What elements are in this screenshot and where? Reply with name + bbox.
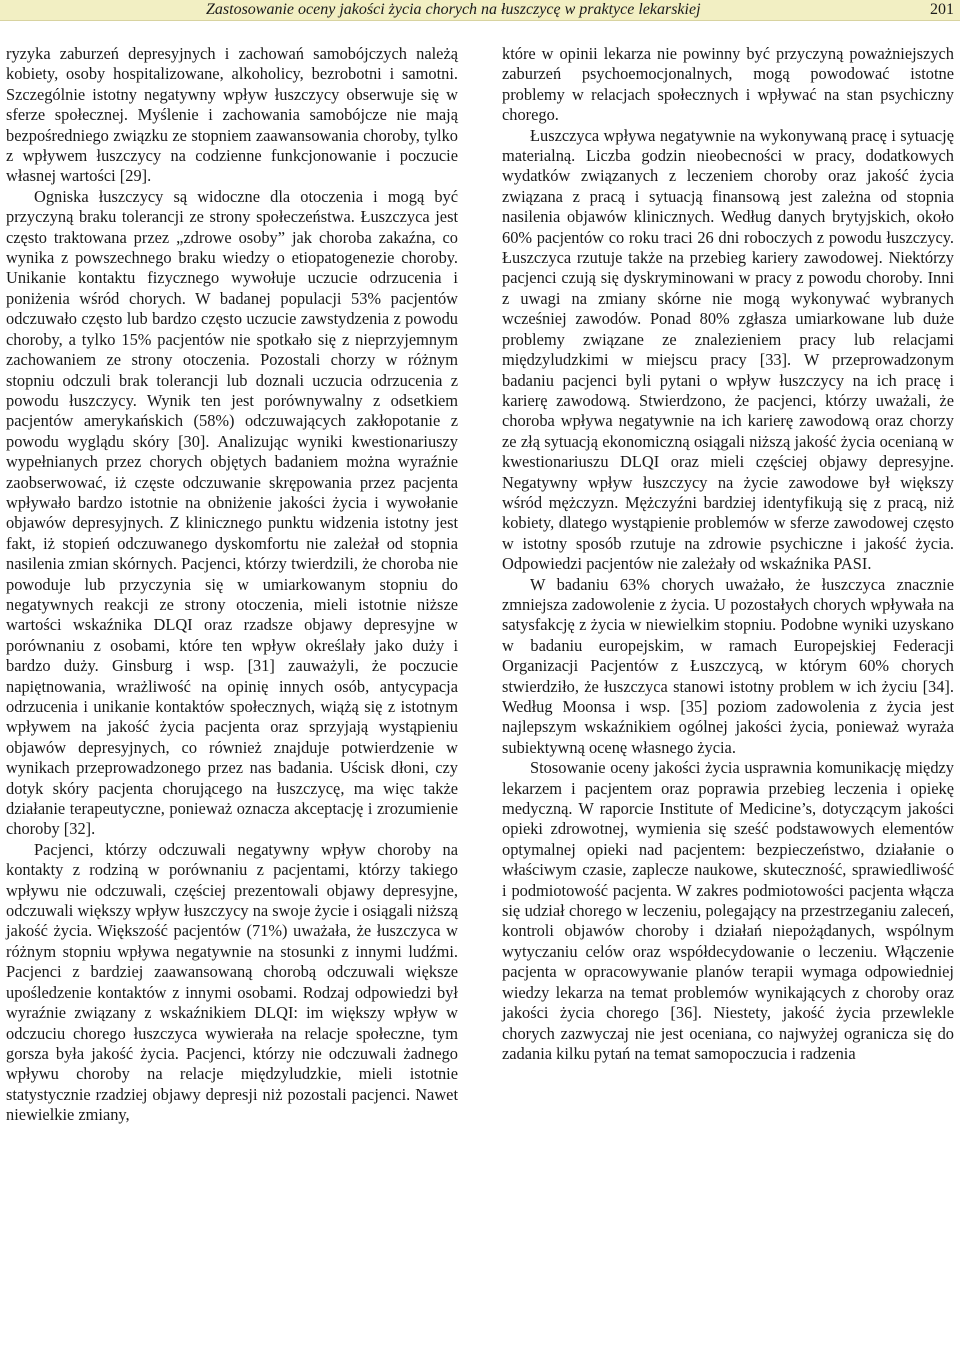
running-header (0, 0, 960, 21)
paragraph: W badaniu 63% chorych uważało, że łuszczyca znacznie zmniejsza zadowolenie z życia. U pozostałych chorych wpływała na satysfakcję z życia w niewielkim stopniu. Podobne wyniki uzyskano w badaniu europejskim, w ramach Europejskiej Federacji Organizacji Pacjentów z Łuszczycą, w którym 60% chorych stwierdziło, że łuszczyca stanowi istotny problem w ich życiu [34]. Według Moonsa i wsp. [35] poziom zadowolenia z życia jest najlepszym wskaźnikiem ogólnej jakości życia, ponieważ wyraża subiektywną ocenę własnego życia. (502, 574, 954, 757)
page-number: 201 (930, 1, 954, 18)
left-text-column (6, 44, 458, 1126)
paragraph: Stosowanie oceny jakości życia usprawnia komunikację między lekarzem i pacjentem oraz poprawia przebieg leczenia i opiekę medyczną. W raporcie Institute of Medicine’s, dotyczącym jakości opieki zdrowotnej, wymienia się sześć podstawowych elementów optymalnej opieki nad pacjentem: bezpieczeństwo, działanie o właściwym czasie, zaplecze naukowe, skuteczność, sprawiedliwość i podmiotowość pacjenta. W zakres podmiotowości pacjenta włącza się udział chorego w leczeniu, polegający na przestrzeganiu zaleceń, kontroli objawów choroby i działań niepożądanych, wspólnym wytyczaniu celów oraz współdecydowanie o leczeniu. Włączenie pacjenta w opracowywanie planów terapii wymaga odpowiedniej wiedzy lekarza na temat problemów wynikających z choroby oraz jakości życia chorego [36]. Niestety, jakość życia przewlekle chorych zazwyczaj nie jest oceniana, co najwyżej ogranicza się do zadania kilku pytań na temat samopoczucia i radzenia (502, 758, 954, 1063)
running-header-title: Zastosowanie oceny jakości życia chorych na łuszczycę w praktyce lekarskiej (206, 1, 701, 18)
paragraph: ryzyka zaburzeń depresyjnych i zachowań samobójczych należą kobiety, osoby hospitalizowane, alkoholicy, bezrobotni i samotni. Szczególnie istotny negatywny wpływ łuszczycy obserwuje się w sferze społecznej. Myślenie i zachowania samobójcze nie mają bezpośredniego związku ze stopniem zaawansowania choroby, tylko z wpływem łuszczycy na codzienne funkcjonowanie i poczucie własnej wartości [29]. (6, 44, 458, 186)
paragraph: Pacjenci, którzy odczuwali negatywny wpływ choroby na kontakty z rodziną w porównaniu z pacjentami, którzy takiego wpływu nie odczuwali, częściej prezentowali objawy depresyjne, odczuwali większy wpływ łuszczycy na swoje życie i osiągali niższą jakość życia. Większość pacjentów (71%) uważała, że łuszczyca w różnym stopniu wpływa negatywnie na stosunki z innymi ludźmi. Pacjenci z bardziej zaawansowaną chorobą odczuwali większe upośledzenie kontaktów z innymi osobami. Rodzaj odpowiedzi był wyraźnie związany z wskaźnikiem DLQI: im większy wpływ w odczuciu chorego łuszczyca wywierała na relacje społeczne, tym gorsza była jakość życia. Pacjenci, którzy nie odczuwali żadnego wpływu choroby na relacje międzyludzkie, mieli istotnie statystycznie rzadziej objawy depresji niż pozostali pacjenci. Nawet niewielkie zmiany, (6, 839, 458, 1125)
paragraph: które w opinii lekarza nie powinny być przyczyną poważniejszych zaburzeń psychoemocjonalnych, mogą powodować istotne problemy w relacjach społecznych i wpływać na stan psychiczny chorego. (502, 44, 954, 125)
right-text-column (502, 44, 954, 1064)
paragraph: Ogniska łuszczycy są widoczne dla otoczenia i mogą być przyczyną braku tolerancji ze strony społeczeństwa. Łuszczyca jest często traktowana przez „zdrowe osoby” jak choroba zakaźna, co wynika z powszechnego braku wiedzy o etiopatogenezie choroby. Unikanie kontaktu fizycznego wywołuje uczucie odrzucenia i poniżenia wśród chorych. W badanej populacji 53% pacjentów odczuwało często lub bardzo często uczucie zawstydzenia z powodu choroby, a tylko 15% pacjentów nie spotkało się z nieprzyjemnym zachowaniem ze strony otoczenia. Pozostali chorzy w różnym stopniu odczuli brak tolerancji lub doznali uczucia odrzucenia z powodu łuszczycy. Wynik ten jest porównywalny z odsetkiem pacjentów amerykańskich (58%) odczuwających zakłopotanie z powodu wyglądu skóry [30]. Analizując wyniki kwestionariuszy wypełnianych przez chorych objętych badaniem można wyraźnie zaobserwować, iż częste odczuwanie skrępowania przez pacjenta wpływało bardzo istotnie na obniżenie jakości życia i wywołanie objawów depresyjnych. Z klinicznego punktu widzenia istotny jest fakt, iż stopień odczuwanego dyskomfortu nie zależał od stopnia nasilenia zmian skórnych. Pacjenci, którzy twierdzili, że choroba nie powoduje lub przyczynia się w umiarkowanym stopniu do negatywnych reakcji ze strony otoczenia, mieli istotnie niższe wartości wskaźnika DLQI oraz rzadsze objawy depresyjne w porównaniu z osobami, które ten wpływ określały jako duży i bardzo duży. Ginsburg i wsp. [31] zauważyli, że poczucie napiętnowania, wrażliwość na opinię innych osób, antycypacja odrzucenia i unikanie kontaktów społecznych, wiążą się z istotnym wpływem na jakość życia pacjenta oraz sprzyjają wystąpieniu objawów depresyjnych, co również znajduje potwierdzenie w wynikach przeprowadzonego przez nas badania. Uścisk dłoni, czy dotyk skóry pacjenta chorującego na łuszczycę, ma więc także działanie terapeutyczne, ponieważ oznacza akceptację i zrozumienie choroby [32]. (6, 186, 458, 839)
paragraph: Łuszczyca wpływa negatywnie na wykonywaną pracę i sytuację materialną. Liczba godzin nieobecności w pracy, dodatkowych wydatków związanych z leczeniem choroby oraz jakość życia związana z pracą i sytuacją finansową jest zależna od stopnia nasilenia objawów klinicznych. Według danych brytyjskich, około 60% pacjentów co roku traci 26 dni roboczych z powodu łuszczycy. Łuszczyca rzutuje także na przebieg kariery zawodowej. Niektórzy pacjenci czują się dyskryminowani w pracy z powodu choroby. Inni z uwagi na zmiany skórne nie mogą wykonywać wybranych wcześniej zawodów. Ponad 80% zgłasza umiarkowane lub duże problemy związane ze znalezieniem pracy lub relacjami międzyludzkimi w miejscu pracy [33]. W przeprowadzonym badaniu pacjenci byli pytani o wpływ łuszczycy na ich pracę i karierę zawodową. Stwierdzono, że pacjenci, którzy uważali, że choroba wpływa negatywnie na ich karierę zawodową oraz chorzy ze złą sytuacją ekonomiczną osiągali niższą jakość życia ocenianą w kwestionariuszu DLQI oraz mieli częściej objawy depresyjne. Negatywny wpływ łuszczycy na życie zawodowe był większy wśród mężczyzn. Mężczyźni bardziej identyfikują się z pracą, niż kobiety, dlatego wystąpienie problemów w sferze zawodowej często w istotny sposób rzutuje na zdrowie psychiczne i jakość życia. Odpowiedzi pacjentów nie zależały od wskaźnika PASI. (502, 125, 954, 574)
